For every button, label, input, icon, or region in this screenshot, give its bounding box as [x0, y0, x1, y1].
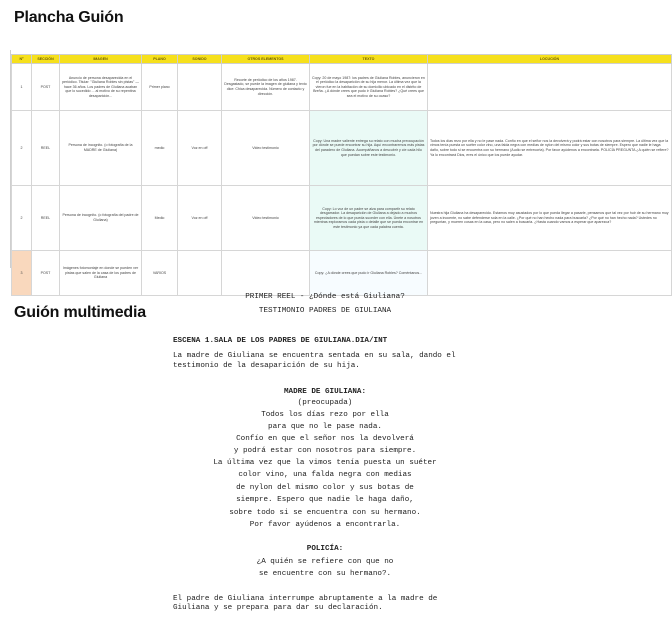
cell-number: 2	[12, 111, 32, 186]
dialogue-line: Todos los días rezo por ella	[261, 411, 389, 419]
dialogue-line: se encuentre con su hermano?.	[258, 570, 392, 578]
action-line: El padre de Giuliana interrumpe abruptamente a la madre de	[173, 595, 438, 603]
cell-other: Video testimonio	[222, 111, 310, 186]
table-row	[12, 111, 672, 186]
dialogue-line: La última vez que la vimos tenía puesta un suéter	[213, 459, 437, 467]
guion-multimedia-title: Guión multimedia	[14, 304, 146, 321]
parenthetical: (preocupada)	[297, 399, 353, 407]
cell-section: POST	[32, 251, 60, 296]
cell-section: POST	[32, 64, 60, 111]
dialogue-line: ¿A quién se refiere con que no	[256, 558, 394, 566]
cell-number: 1	[12, 64, 32, 111]
scene-heading: ESCENA 1.SALA DE LOS PADRES DE GIULIANA.DIA/INT	[173, 337, 388, 345]
table-row	[12, 64, 672, 111]
cell-other	[222, 251, 310, 296]
cell-image: Imágenes fotomontaje en donde se pueden ver pistas que salen de la casa de los padres de Giuliana	[60, 251, 142, 296]
cell-voiceover: Nuestra hija Giuliana ha desaparecido. Estamos muy asustados por lo que pueda llegar a pasarle, pensamos que tal vez por huir de su hermano muy joven a inocente, no sabe defenderse sola en la calle. ¿Por qué no han hecho nada para buscarla? ¿Por qué no han hecho nada? Ustedes no preguntan, y mueren cosas en la casa, pero no salen a buscarla. ¿Hasta cuando vamos a esperar que aparezca?	[428, 186, 672, 251]
dialogue-line: para que no le pase nada.	[268, 423, 382, 431]
dialogue-line: color vino, una falda negra con medias	[238, 471, 412, 479]
header-cell: PLANO	[142, 55, 178, 64]
header-cell: SECCIÓN	[32, 55, 60, 64]
header-cell: OTROS ELEMENTOS	[222, 55, 310, 64]
table-header-row	[12, 55, 672, 64]
dialogue-line: sobre todo si se encuentra con su hermano.	[229, 509, 421, 517]
character-name: POLICÍA:	[306, 545, 344, 553]
dialogue-line: Por favor ayúdenos a encontrarla.	[249, 521, 401, 529]
cell-shot: Medio	[142, 186, 178, 251]
header-cell: TEXTO	[310, 55, 428, 64]
script-board-table	[11, 50, 672, 296]
plancha-guion-title: Plancha Guión	[14, 9, 124, 26]
plancha-spreadsheet	[10, 50, 669, 280]
character-name: MADRE DE GIULIANA:	[283, 388, 367, 396]
cell-sound: Voz en off	[178, 111, 222, 186]
cell-number: 3	[12, 251, 32, 296]
cell-text: Copy: Una madre valiente entrega su relato con mucha preocupación por dónde se puede encontrar su hija. Aquí encontraremos más pistas del paradero de Giuliana. Acompáñanos a descubrir y cíe cada hilo que puedan sobre este testimonio.	[310, 111, 428, 186]
cell-voiceover	[428, 64, 672, 111]
table-row	[12, 186, 672, 251]
cell-other: Video testimonio	[222, 186, 310, 251]
cell-image: Persona de incognito. (o fotografía del padre de Giuliana)	[60, 186, 142, 251]
cell-shot: Primer plano	[142, 64, 178, 111]
cell-section: REEL	[32, 111, 60, 186]
action-line: La madre de Giuliana se encuentra sentada en su sala, dando el	[173, 352, 456, 360]
dialogue-line: de nylon del mismo color y sus botas de	[236, 484, 414, 492]
cell-shot: medio	[142, 111, 178, 186]
cell-sound	[178, 64, 222, 111]
header-cell: LOCUCIÓN	[428, 55, 672, 64]
dialogue-line: siempre. Espero que nadie le haga daño,	[236, 496, 414, 504]
reel-title: PRIMER REEL - ¿Dónde está Giuliana?	[245, 293, 405, 301]
cell-section: REEL	[32, 186, 60, 251]
header-cell: IMAGEN	[60, 55, 142, 64]
cell-text: Copy: 20 de mayo 1987: los padres de Giuliana Robles, anuncieron en el periódico la desaparición de su hija menor. La última vez que la vieron fue en la habitación de su domicilio ubicado en el distrito de Breña. ¿A dónde crees que pudo ir Giuliana Robles? ¿Qué crees que sea el motivo de su ocaso?	[310, 64, 428, 111]
dialogue-line: y podrá estar con nosotros para siempre.	[233, 447, 417, 455]
cell-sound	[178, 251, 222, 296]
cell-other: Recorte de periódico de los años 1987. Desgastado, se puede la imagen de giuliana y texto dice: Chica desaparecida. Número de contacto y dirección.	[222, 64, 310, 111]
cell-number: 2	[12, 186, 32, 251]
cell-voiceover: Todos los días rezo por ella y no le pase nada. Confío en que el señor nos la devolverá y podrá estar con nosotros para siempre. La última vez que la vimos tenía puesta un suéter color vino, una falda negra con medias de nylon del mismo color y sus botas de siempre. Espero que nadie le haga daño, sobre todo si se encuentra con su hermano (Audio se entrecorta). Por favor ayúdenos a encontrarla. POLICÍA PREGUNTA ¿A quién se refiere? Ya lo encontrará Dios, eres el único que los puede ayudar.	[428, 111, 672, 186]
header-cell: Nº	[12, 55, 32, 64]
cell-image: Persona de incognito. (o fotografía de la MADRE de Giuliana)	[60, 111, 142, 186]
cell-text: Copy: Lo voz de un padre se alza para compartir su relato desgarrador. La desaparición de Giuliana a dejado a muchos espectadores de lo que pueda suceder con ella. Únete a nosotros mientras exploramos cada pista o detalle que se pueda encontrar en este testimonio ya que cada palabra cuenta.	[310, 186, 428, 251]
cell-shot: VARIOS	[142, 251, 178, 296]
cell-text: Copy: ¿A dónde crees que pudo ir Giuliana Robles? Coméntanos...	[310, 251, 428, 296]
dialogue-line: Confío en que el señor nos la devolverá	[236, 435, 414, 443]
action-line: testimonio de la desaparición de su hija.	[173, 362, 360, 370]
table-row	[12, 251, 672, 296]
action-line: Giuliana y se prepara para dar su declaración.	[173, 604, 383, 612]
cell-sound: Voz en off	[178, 186, 222, 251]
reel-subtitle: TESTIMONIO PADRES DE GIULIANA	[258, 307, 392, 315]
header-cell: SONIDO	[178, 55, 222, 64]
cell-voiceover	[428, 251, 672, 296]
cell-image: Anuncio de persona desaparecida en el periódico. Titular: "Giuliana Robles sin pistas" — hace 36 años. Los padres de Giuliana acaban que lo sucedido ... al motivo de su repentina desaparición...	[60, 64, 142, 111]
